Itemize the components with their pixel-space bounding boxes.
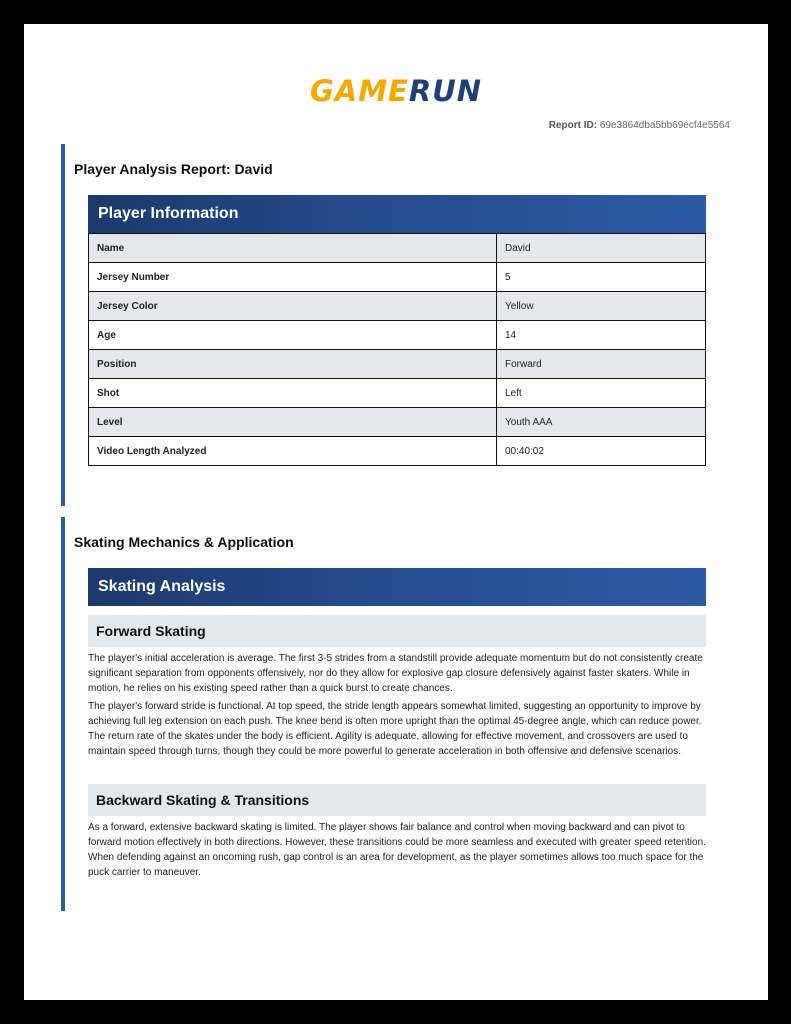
report-id-label: Report ID: (548, 120, 598, 131)
row-value: 5 (497, 263, 706, 292)
row-value: 00:40:02 (497, 437, 706, 466)
row-value: Yellow (497, 292, 706, 321)
row-label: Jersey Color (89, 292, 497, 321)
table-row (89, 321, 706, 350)
backward-skating-heading: Backward Skating & Transitions (88, 784, 706, 816)
row-label: Age (89, 321, 497, 350)
skating-mechanics-section (61, 517, 706, 911)
report-id-value: 69e3864dba5bb69ecf4e5564 (599, 120, 730, 131)
player-analysis-section (61, 144, 706, 506)
row-label: Jersey Number (89, 263, 497, 292)
section-title-skating-mechanics: Skating Mechanics & Application (74, 534, 294, 550)
logo-part-game: GAME (309, 74, 409, 108)
player-information-table (88, 233, 706, 466)
section-title-player-analysis: Player Analysis Report: David (74, 161, 273, 177)
row-label: Position (89, 350, 497, 379)
skating-analysis-banner: Skating Analysis (88, 568, 706, 606)
table-row (89, 234, 706, 263)
table-row (89, 292, 706, 321)
table-row (89, 408, 706, 437)
row-value: David (497, 234, 706, 263)
row-label: Name (89, 234, 497, 263)
forward-skating-paragraph-1: The player's initial acceleration is average. The first 3-5 strides from a standstill provide adequate momentum but do not consistently create significant separation from opponents offensively, nor do they allow for explosive gap closure defensively against faster skaters. While in motion, he relies on his existing speed rather than a quick burst to create chances. (88, 653, 703, 694)
backward-skating-paragraph: As a forward, extensive backward skating is limited. The player shows fair balance and control when moving backward and can pivot to forward motion effectively in both directions. However, these transitions could be more seamless and executed with greater speed retention. When defending against an oncoming rush, gap control is an area for development, as the player sometimes allows too much space for the puck carrier to maneuver. (88, 822, 706, 878)
row-value: Youth AAA (497, 408, 706, 437)
forward-skating-paragraph-2: The player's forward stride is functional. At top speed, the stride length appears somewhat limited, suggesting an opportunity to improve by achieving full leg extension on each push. The knee bend is often more upright than the optimal 45-degree angle, which can reduce power. The return rate of the skates under the body is efficient. Agility is adequate, allowing for effective movement, and crossovers are used to maintain speed through turns, though they could be more powerful to generate acceleration in both offensive and defensive scenarios. (88, 701, 702, 757)
row-label: Video Length Analyzed (89, 437, 497, 466)
report-id (549, 120, 730, 131)
row-value: Left (497, 379, 706, 408)
table-row (89, 379, 706, 408)
report-page (24, 24, 768, 1000)
forward-skating-heading: Forward Skating (88, 615, 706, 647)
player-information-banner: Player Information (88, 195, 706, 233)
row-value: Forward (497, 350, 706, 379)
row-label: Level (89, 408, 497, 437)
table-row (89, 437, 706, 466)
table-row (89, 263, 706, 292)
row-value: 14 (497, 321, 706, 350)
gamerun-logo (24, 76, 768, 106)
table-row (89, 350, 706, 379)
logo-part-run: RUN (408, 74, 483, 108)
row-label: Shot (89, 379, 497, 408)
